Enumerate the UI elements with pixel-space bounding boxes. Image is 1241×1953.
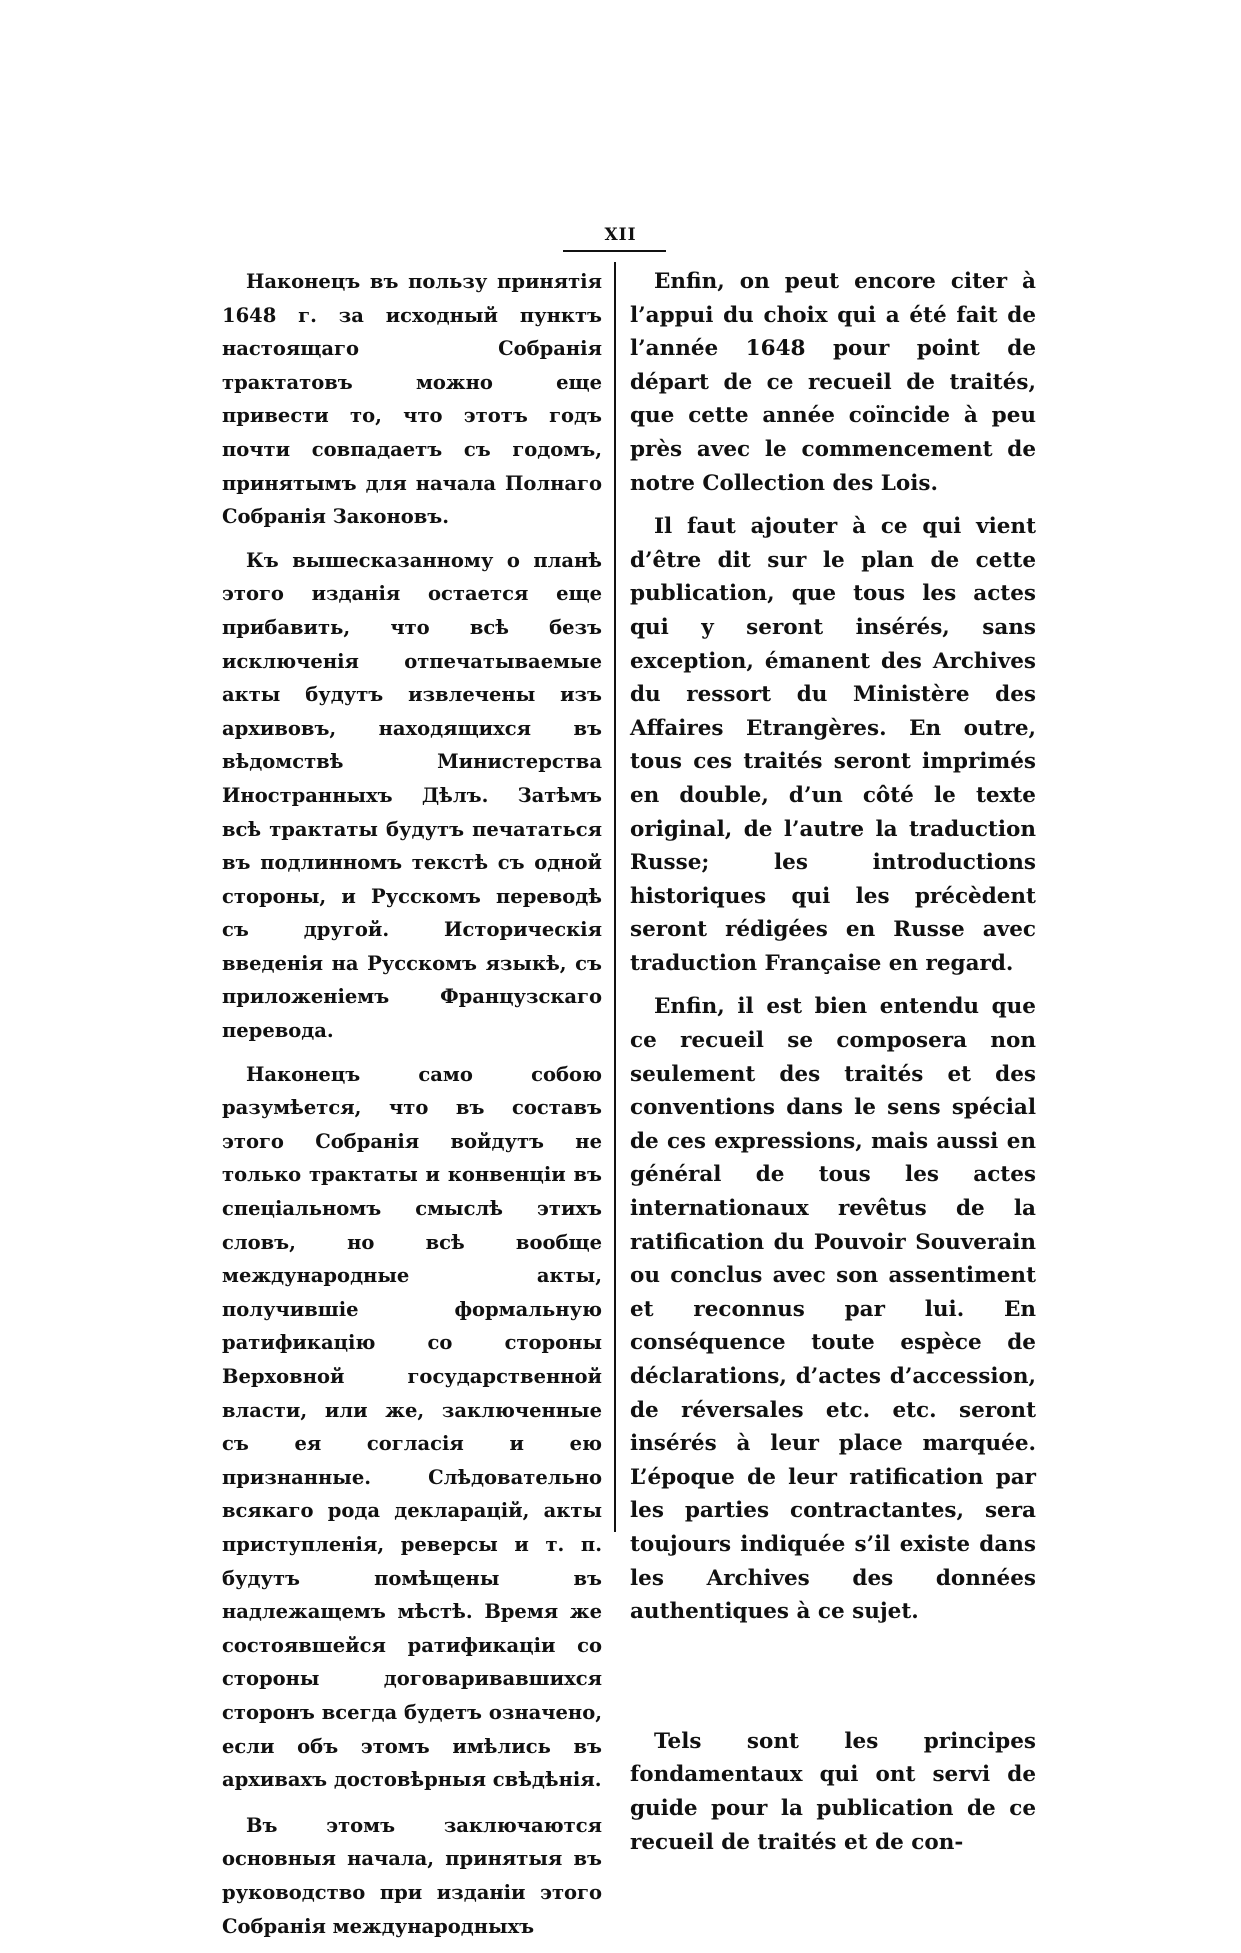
ru-paragraph-1: Наконецъ въ пользу принятія 1648 г. за исходный пунктъ настоящаго Собранія трактатовъ можно еще привести то, что этотъ годъ почти совпадаетъ съ годомъ, принятымъ для начала Полнаго Собранія Законовъ. bbox=[222, 270, 602, 529]
french-column bbox=[630, 265, 1036, 1869]
ru-paragraph-2: Къ вышесказанному о планѣ этого изданія остается еще прибавить, что всѣ безъ исключенія отпечатываемые акты будутъ извлечены изъ архивовъ, находящихся въ вѣдомствѣ Министерства Иностранныхъ Дѣлъ. Затѣмъ всѣ трактаты будутъ печататься въ подлинномъ текстѣ съ одной стороны, и Русскомъ переводѣ съ другой. Историческія введенія на Русскомъ языкѣ, съ приложеніемъ Французскаго перевода. bbox=[222, 548, 602, 1043]
column-divider bbox=[614, 262, 616, 1532]
fr-paragraph-2: Il faut ajouter à ce qui vient d’être dit sur le plan de cette publication, que tous les actes qui y seront insérés, sans exception, émanent des Archives du ressort du Ministère des Affaires Etrangères. En outre, tous ces traités seront imprimés en double, d’un côté le texte original, de l’autre la traduction Russe; les introductions historiques qui les précèdent seront rédigées en Russe avec traduction Française en regard. bbox=[630, 514, 1036, 976]
fr-paragraph-1: Enfin, on peut encore citer à l’appui du choix qui a été fait de l’année 1648 pour point de départ de ce recueil de traités, que cette année coïncide à peu près avec le commencement de notre Collection des Lois. bbox=[630, 269, 1036, 496]
ru-paragraph-4: Въ этомъ заключаются основныя начала, принятыя въ руководство при изданіи этого Собранія международныхъ bbox=[222, 1813, 602, 1938]
ru-paragraph-3: Наконецъ само собою разумѣется, что въ составъ этого Собранія войдутъ не только трактаты и конвенціи въ спеціальномъ смыслѣ этихъ словъ, но всѣ вообще международные акты, получившіе формальную ратификацію со стороны Верховной государственной власти, или же, заключенные съ ея согласія и ею признанные. Слѣдовательно всякаго рода декларацій, акты приступленія, реверсы и т. п. будутъ помѣщены въ надлежащемъ мѣстѣ. Время же состоявшейся ратификаціи со стороны договаривавшихся сторонъ всегда будетъ означено, если объ этомъ имѣлись въ архивахъ достовѣрныя свѣдѣнія. bbox=[222, 1062, 602, 1792]
fr-paragraph-4: Tels sont les principes fondamentaux qui ont servi de guide pour la publication de ce recueil de traités et de con- bbox=[630, 1728, 1036, 1855]
page-number: XII bbox=[604, 225, 637, 245]
russian-column bbox=[222, 265, 602, 1953]
header-rule bbox=[563, 250, 666, 252]
fr-paragraph-3: Enfin, il est bien entendu que ce recueil se composera non seulement des traités et des conventions dans le sens spécial de ces expressions, mais aussi en général de tous les actes internationaux revêtus de la ratification du Pouvoir Souverain ou conclus avec son assentiment et reconnus par lui. En conséquence toute espèce de déclarations, d’actes d’accession, de réversales etc. etc. seront insérés à leur place marquée. L’époque de leur ratification par les parties contractantes, sera toujours indiquée s’il existe dans les Archives des données authentiques à ce sujet. bbox=[630, 994, 1036, 1625]
fr-paragraph-gap bbox=[630, 1639, 1036, 1725]
